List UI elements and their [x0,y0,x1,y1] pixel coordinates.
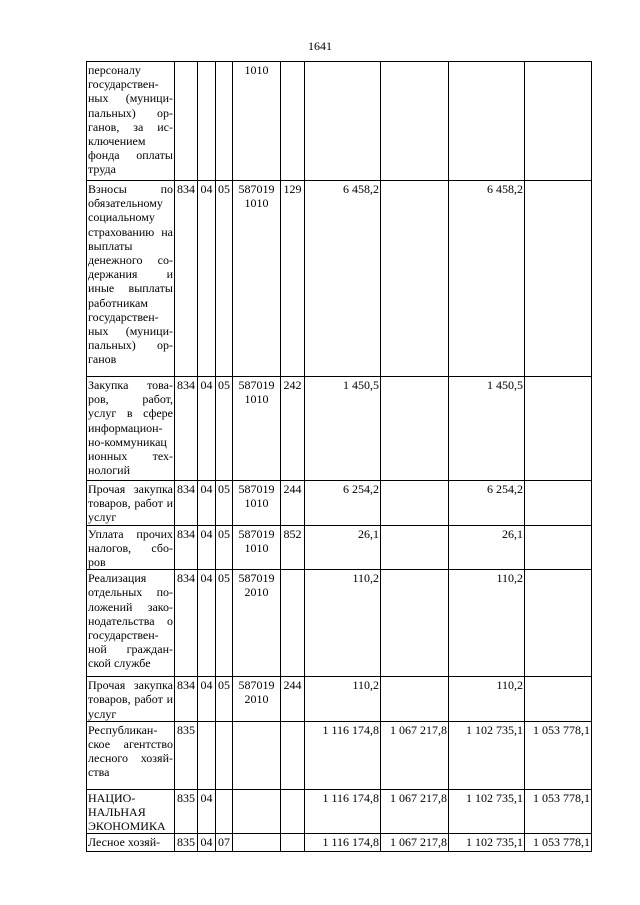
expense-type-code [281,721,305,789]
subsection-code: 05 [216,377,233,481]
expense-type-code: 244 [281,677,305,722]
target-article-code: 587019 1010 [233,525,281,570]
target-article-code: 587019 1010 [233,377,281,481]
expense-type-code [281,789,305,834]
amount-col-3: 1 102 735,1 [449,789,525,834]
section-code: 04 [198,525,216,570]
amount-col-4: 1 053 778,1 [525,721,592,789]
section-code: 04 [198,377,216,481]
amount-col-3: 110,2 [449,677,525,722]
row-name: Лесное хозяй- [87,834,175,852]
amount-col-2 [381,181,449,377]
grbs-code: 834 [175,181,198,377]
subsection-code: 05 [216,570,233,677]
target-article-code [233,721,281,789]
row-name: Закупка това-ров, работ, услуг в сфере информацион-но-коммуникац ионных тех-нологий [87,377,175,481]
table-row [87,525,592,570]
subsection-code [216,721,233,789]
target-article-code: 587019 1010 [233,181,281,377]
row-name: Реализация отдельных по-ложений зако-нодательства о государствен-ной граждан-ской службе [87,570,175,677]
amount-col-2 [381,377,449,481]
section-code [198,721,216,789]
amount-col-2 [381,570,449,677]
subsection-code: 07 [216,834,233,852]
expense-type-code [281,834,305,852]
table-row [87,377,592,481]
grbs-code: 834 [175,570,198,677]
amount-col-4 [525,181,592,377]
expense-type-code [281,62,305,181]
table-row [87,481,592,526]
amount-col-4 [525,377,592,481]
table-row [87,834,592,852]
amount-col-1: 110,2 [305,570,381,677]
amount-col-4 [525,481,592,526]
target-article-code: 587019 1010 [233,481,281,526]
expense-type-code: 242 [281,377,305,481]
target-article-code [233,789,281,834]
target-article-code: 587019 2010 [233,677,281,722]
table-row [87,677,592,722]
amount-col-3: 1 102 735,1 [449,834,525,852]
amount-col-2: 1 067 217,8 [381,834,449,852]
table-row [87,181,592,377]
target-article-code: 587019 2010 [233,570,281,677]
amount-col-3 [449,62,525,181]
subsection-code: 05 [216,181,233,377]
section-code: 04 [198,677,216,722]
row-name: НАЦИО-НАЛЬНАЯ ЭКОНОМИКА [87,789,175,834]
amount-col-3: 1 450,5 [449,377,525,481]
grbs-code [175,62,198,181]
subsection-code [216,62,233,181]
amount-col-1: 1 116 174,8 [305,789,381,834]
target-article-code [233,834,281,852]
amount-col-3: 6 254,2 [449,481,525,526]
amount-col-2 [381,62,449,181]
expense-type-code [281,570,305,677]
section-code: 04 [198,570,216,677]
row-name: Взносы по обязательному социальному страхованию на выплаты денежного со-держания и иные выплаты работникам государствен-ных (муници-пальных) ор-ганов [87,181,175,377]
amount-col-4 [525,62,592,181]
subsection-code: 05 [216,677,233,722]
grbs-code: 835 [175,834,198,852]
row-name: Уплата прочих налогов, сбо-ров [88,526,173,570]
amount-col-1 [305,62,381,181]
section-code [198,62,216,181]
row-name: Республикан-ское агентство лесного хозяй-ства [87,721,175,789]
amount-col-4 [525,570,592,677]
table-row [87,570,592,677]
expense-type-code: 129 [281,181,305,377]
subsection-code: 05 [216,481,233,526]
amount-col-2: 1 067 217,8 [381,789,449,834]
amount-col-1: 110,2 [305,677,381,722]
budget-table [86,61,592,852]
section-code: 04 [198,789,216,834]
section-code: 04 [198,181,216,377]
amount-col-2 [381,525,449,570]
row-name: персоналу государствен-ных (муници-пальных) ор-ганов, за ис-ключением фонда оплаты труда [87,62,175,181]
grbs-code: 834 [175,481,198,526]
grbs-code: 834 [175,525,198,570]
grbs-code: 835 [175,721,198,789]
amount-col-2: 1 067 217,8 [381,721,449,789]
amount-col-1: 1 450,5 [305,377,381,481]
amount-col-1: 26,1 [305,525,381,570]
grbs-code: 834 [175,377,198,481]
amount-col-3: 110,2 [449,570,525,677]
table-row [87,62,592,181]
amount-col-3: 1 102 735,1 [449,721,525,789]
target-article-code: 1010 [233,62,281,181]
table-row [87,789,592,834]
amount-col-4 [525,677,592,722]
page-number: 1641 [308,39,332,53]
section-code: 04 [198,834,216,852]
expense-type-code: 852 [281,525,305,570]
amount-col-4: 1 053 778,1 [525,789,592,834]
amount-col-1: 1 116 174,8 [305,834,381,852]
subsection-code [216,789,233,834]
expense-type-code: 244 [281,481,305,526]
grbs-code: 834 [175,677,198,722]
row-name: Прочая закупка товаров, работ и услуг [88,482,173,525]
section-code: 04 [198,481,216,526]
grbs-code: 835 [175,789,198,834]
row-name: Прочая закупка товаров, работ и услуг [88,678,173,721]
amount-col-3: 6 458,2 [449,181,525,377]
amount-col-4 [525,525,592,570]
amount-col-2 [381,677,449,722]
amount-col-2 [381,481,449,526]
table-row [87,721,592,789]
amount-col-4: 1 053 778,1 [525,834,592,852]
amount-col-3: 26,1 [449,525,525,570]
amount-col-1: 6 254,2 [305,481,381,526]
amount-col-1: 1 116 174,8 [305,721,381,789]
amount-col-1: 6 458,2 [305,181,381,377]
subsection-code: 05 [216,525,233,570]
